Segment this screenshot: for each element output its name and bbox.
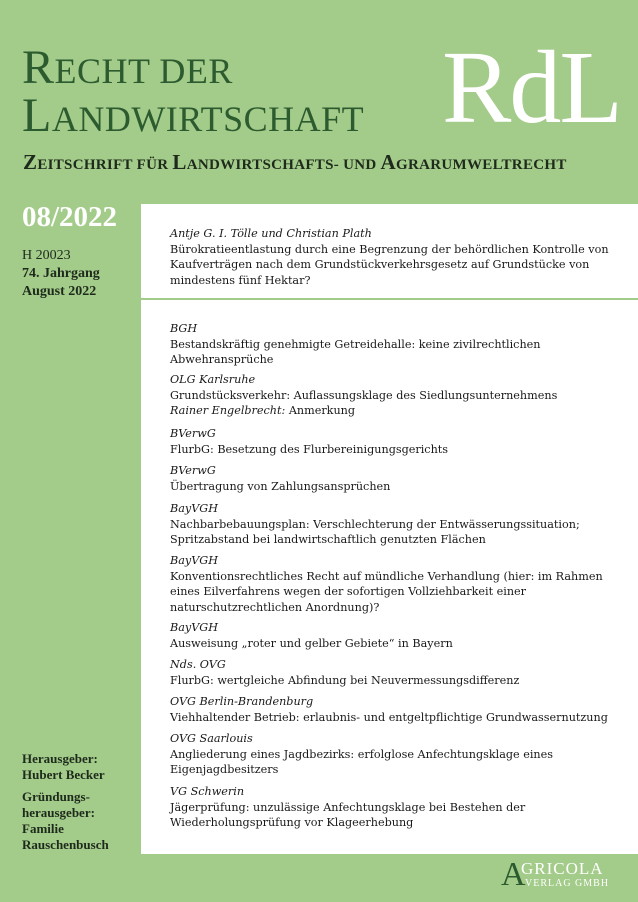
annotation-note xyxy=(170,403,620,419)
agricola-publisher-logo xyxy=(501,858,621,894)
subtitle-part-1: EITSCHRIFT FÜR xyxy=(37,157,173,173)
title-rest-1: ECHT DER xyxy=(54,51,233,91)
contents-divider xyxy=(141,298,638,300)
decision-title: Jägerprüfung: unzulässige Anfechtungsklage bei Bestehen der Wiederholungsprüfung vor Klageerhebung xyxy=(170,800,526,829)
decision-title: FlurbG: wertgleiche Abfindung bei Neuvermessungsdifferenz xyxy=(170,673,520,687)
subtitle-initial-l: L xyxy=(172,150,187,174)
court-name: BVerwG xyxy=(170,464,216,477)
court-name: Nds. OVG xyxy=(170,658,226,671)
subtitle-part-3: GRARUMWELTRECHT xyxy=(396,157,567,173)
decision-title: Übertragung von Zahlungsansprüchen xyxy=(170,479,391,493)
lead-article xyxy=(170,226,620,288)
decision-entry xyxy=(170,426,620,457)
journal-title-line-2 xyxy=(22,89,365,143)
founder-name: Familie Rauschenbusch xyxy=(22,821,109,852)
title-rest-2: ANDWIRTSCHAFT xyxy=(51,99,365,139)
decision-title: Konventionsrechtliches Recht auf mündliche Verhandlung (hier: im Rahmen eines Eilverfahrens wegen der sofortigen Vollziehbarkeit einer naturschutzrechtlichen Anordnung)? xyxy=(170,569,603,614)
issue-code: H 20023 xyxy=(22,248,71,263)
court-name: BayVGH xyxy=(170,554,218,567)
decision-title: Nachbarbebauungsplan: Verschlechterung der Entwässerungssituation; Spritzabstand bei landwirtschaftlich genutzten Flächen xyxy=(170,517,580,546)
logo-name: GRICOLA xyxy=(521,859,604,878)
logo-sub: VERLAG GMBH xyxy=(525,878,610,889)
court-name: VG Schwerin xyxy=(170,785,245,798)
court-name: BVerwG xyxy=(170,427,216,440)
decision-entry xyxy=(170,372,620,419)
decision-title: Grundstücksverkehr: Auflassungsklage des Siedlungsunternehmens xyxy=(170,388,558,402)
issue-date: August 2022 xyxy=(22,284,97,299)
court-name: BGH xyxy=(170,322,198,335)
decision-entry xyxy=(170,553,620,615)
decision-entry xyxy=(170,501,620,548)
lead-article-title: Bürokratieentlastung durch eine Begrenzung der behördlichen Kontrolle von Kaufverträgen nach dem Grundstückverkehrsgesetz auf Grundstücke von mindestens fünf Hektar? xyxy=(170,242,609,287)
decision-title: Angliederung eines Jagdbezirks: erfolglose Anfechtungsklage eines Eigenjagdbesitzers xyxy=(170,747,554,776)
decision-title: FlurbG: Besetzung des Flurbereinigungsgerichts xyxy=(170,442,449,456)
journal-subtitle xyxy=(23,150,567,175)
annotation-author: Rainer Engelbrecht: xyxy=(170,404,286,417)
issue-volume: 74. Jahrgang xyxy=(22,266,100,281)
annotation-label: Anmerkung xyxy=(285,404,356,417)
journal-title-line-1 xyxy=(22,41,233,95)
subtitle-part-2: ANDWIRTSCHAFTS- UND xyxy=(186,157,381,173)
logo-initial: A xyxy=(501,856,526,893)
decision-entry xyxy=(170,463,620,494)
decision-entry xyxy=(170,657,620,688)
lead-article-authors: Antje G. I. Tölle und Christian Plath xyxy=(170,227,372,240)
subtitle-initial-z: Z xyxy=(23,150,38,174)
court-name: BayVGH xyxy=(170,621,218,634)
editor-label: Herausgeber: xyxy=(22,751,98,766)
court-name: BayVGH xyxy=(170,502,218,515)
court-name: OVG Saarlouis xyxy=(170,732,253,745)
decision-entry xyxy=(170,321,620,368)
title-initial-r: R xyxy=(22,41,55,94)
court-name: OVG Berlin-Brandenburg xyxy=(170,695,314,708)
issue-number: 08/2022 xyxy=(22,201,118,233)
decision-entry xyxy=(170,620,620,651)
subtitle-initial-a: A xyxy=(380,150,397,174)
decision-title: Viehhaltender Betrieb: erlaubnis- und entgeltpflichtige Grundwassernutzung xyxy=(170,710,608,724)
decision-entry xyxy=(170,784,620,831)
court-name: OLG Karlsruhe xyxy=(170,373,256,386)
founder-label: Gründungs-herausgeber: xyxy=(22,789,95,820)
founder-block xyxy=(22,789,132,853)
journal-abbreviation: RdL xyxy=(442,30,621,145)
editor-name: Hubert Becker xyxy=(22,767,105,782)
decision-entry xyxy=(170,731,620,778)
decision-title: Bestandskräftig genehmigte Getreidehalle: keine zivilrechtlichen Abwehransprüche xyxy=(170,337,541,366)
decision-title: Ausweisung „roter und gelber Gebiete“ in Bayern xyxy=(170,636,453,650)
decision-entry xyxy=(170,694,620,725)
title-initial-l: L xyxy=(22,89,52,142)
